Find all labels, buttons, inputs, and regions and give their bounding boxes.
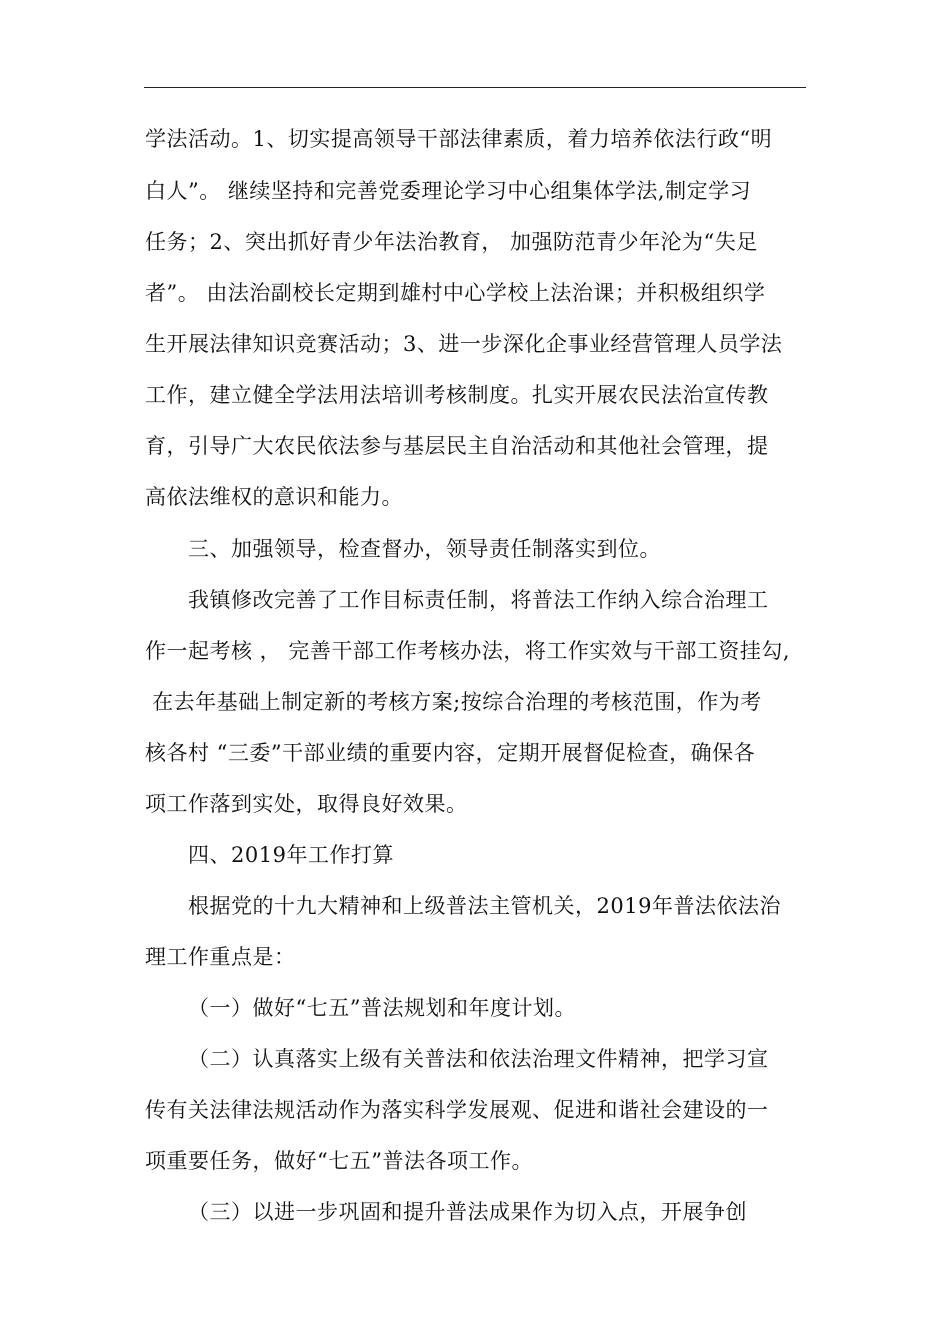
text-line: 项工作落到实处，取得良好效果。 (145, 792, 468, 816)
list-item: （一）做好“七五”普法规划和年度计划。 (188, 996, 576, 1020)
text-line: 项重要任务，做好“七五”普法各项工作。 (145, 1149, 533, 1173)
text-line: 在去年基础上制定新的考核方案;按综合治理的考核范围，作为考 (145, 690, 762, 714)
text-line: 者”。 由法治副校长定期到雄村中心学校上法治课；并积极组织学 (145, 281, 766, 305)
text-line: 根据党的十九大精神和上级普法主管机关，2019年普法依法治 (188, 894, 781, 918)
list-item: （二）认真落实上级有关普法和依法治理文件精神，把学习宣 (188, 1047, 769, 1071)
text-line: 我镇修改完善了工作目标责任制，将普法工作纳入综合治理工 (188, 588, 769, 612)
text-line: 学法活动。1、切实提高领导干部法律素质，着力培养依法行政“明 (145, 127, 773, 151)
text-line: 生开展法律知识竞赛活动；3、进一步深化企事业经营管理人员学法 (145, 332, 783, 356)
header-rule (144, 87, 806, 88)
text-line: 任务；2、突出抓好青少年法治教育， 加强防范青少年沦为“失足 (145, 230, 758, 254)
text-line: 白人”。 继续坚持和完善党委理论学习中心组集体学法,制定学习 (145, 179, 752, 203)
text-line: 传有关法律法规活动作为落实科学发展观、促进和谐社会建设的一 (145, 1098, 769, 1122)
text-line: 工作，建立健全学法用法培训考核制度。扎实开展农民法治宣传教 (145, 383, 769, 407)
text-line: 作一起考核 ， 完善干部工作考核办法，将工作实效与干部工资挂勾, (145, 639, 791, 663)
text-line: 理工作重点是： (145, 945, 296, 969)
text-line: 高依法维权的意识和能力。 (145, 485, 403, 509)
section-heading: 四、2019年工作打算 (188, 843, 394, 867)
section-heading: 三、加强领导，检查督办，领导责任制落实到位。 (188, 537, 661, 561)
text-line: 育，引导广大农民依法参与基层民主自治活动和其他社会管理，提 (145, 434, 769, 458)
text-line: 核各村 “三委”干部业绩的重要内容，定期开展督促检查，确保各 (145, 741, 756, 765)
list-item: （三）以进一步巩固和提升普法成果作为切入点，开展争创 (188, 1200, 747, 1224)
